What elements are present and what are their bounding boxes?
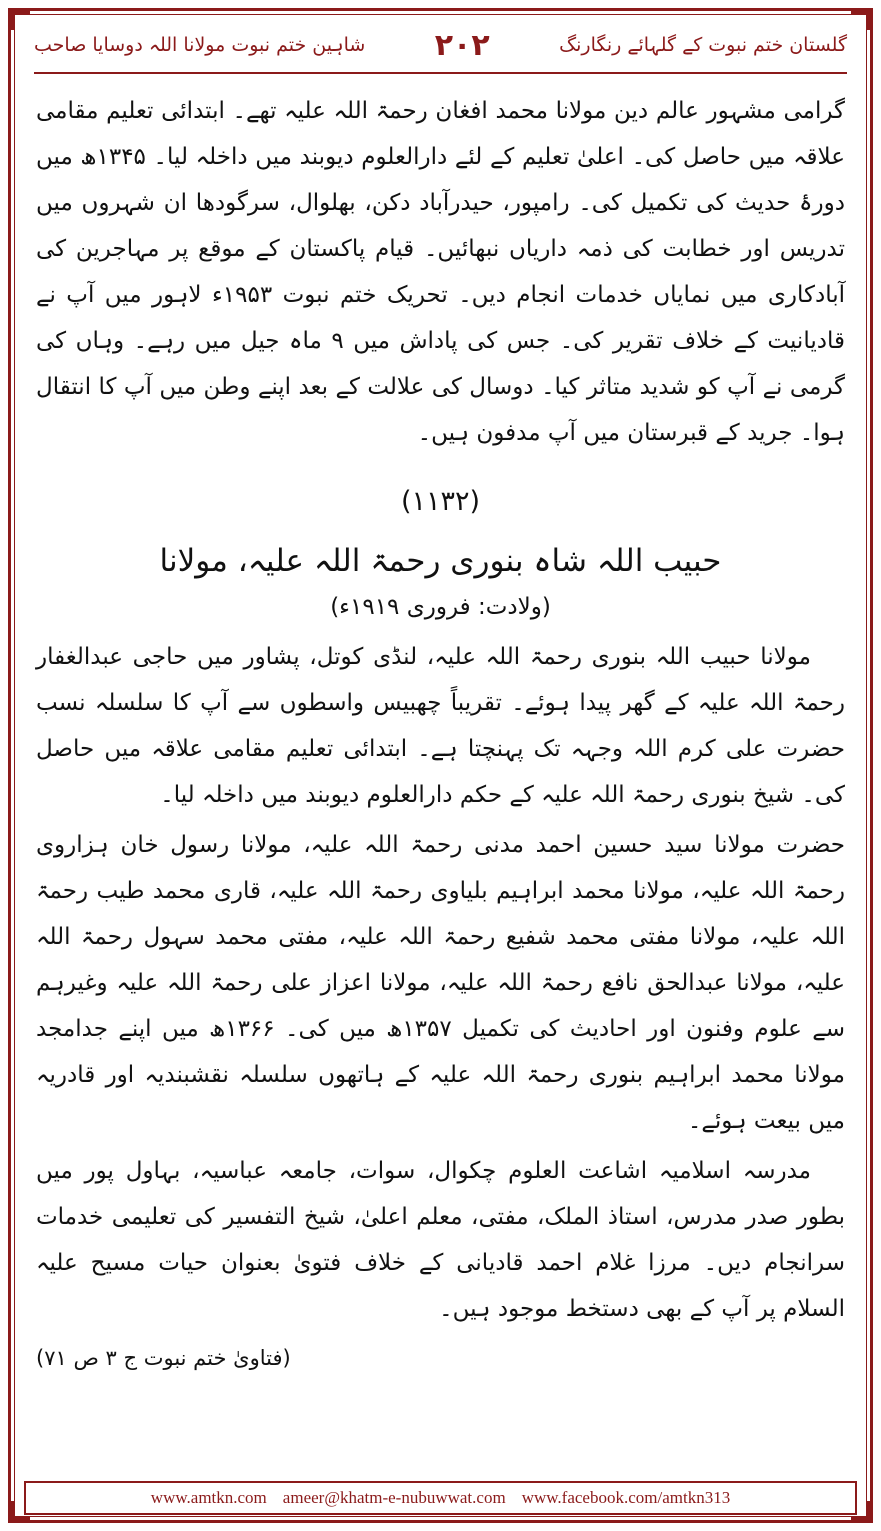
entry-paragraph-1: مولانا حبیب اللہ بنوری رحمۃ اللہ علیہ، لنڈی کوتل، پشاور میں حاجی عبدالغفار رحمۃ اللہ علیہ کے گھر پیدا ہوئے۔ تقریباً چھبیس واسطوں سے آپ کا سلسلہ نسب حضرت علی کرم اللہ وجہہ تک پہنچتا ہے۔ ابتدائی تعلیم مقامی علاقہ میں حاصل کی۔ شیخ بنوری رحمۃ اللہ علیہ کے حکم دارالعلوم دیوبند میں داخلہ لیا۔: [36, 643, 845, 808]
entry-paragraph-2: حضرت مولانا سید حسین احمد مدنی رحمۃ اللہ علیہ، مولانا رسول خان ہزاروی رحمۃ اللہ علیہ، مولانا محمد ابراہیم بلیاوی رحمۃ اللہ علیہ، قاری محمد طیب رحمۃ اللہ علیہ، مولانا مفتی محمد شفیع رحمۃ اللہ علیہ، مفتی محمد سہول رحمۃ اللہ علیہ، مولانا عبدالحق نافع رحمۃ اللہ علیہ، مولانا اعزاز علی رحمۃ اللہ علیہ وغیرہم سے علوم وفنون اور احادیث کی تکمیل ۱۳۵۷ھ میں کی۔ ۱۳۶۶ھ میں اپنے جدامجد مولانا محمد ابراہیم بنوری رحمۃ اللہ علیہ کے ہاتھوں سلسلہ نقشبندیہ اور قادریہ میں بیعت ہوئے۔: [36, 831, 846, 1134]
entry-paragraph-3: مدرسہ اسلامیہ اشاعت العلوم چکوال، سوات، جامعہ عباسیہ، بہاول پور میں بطور صدر مدرس، استاذ الملک، مفتی، معلم اعلیٰ، شیخ التفسیر کی تعلیمی خدمات سرانجام دیں۔ مرزا غلام احمد قادیانی کے خلاف فتویٰ بعنوان حیات مسیح علیہ السلام پر آپ کے بھی دستخط موجود ہیں۔: [36, 1157, 845, 1322]
footer-website-link[interactable]: www.amtkn.com: [150, 1488, 267, 1507]
page-content: [24, 22, 857, 1509]
header-book-title: گلستان ختم نبوت کے گلہائے رنگارنگ: [559, 33, 847, 56]
entry-reference: (فتاویٰ ختم نبوت ج ۳ ص ۷۱): [36, 1345, 291, 1370]
footer-facebook-link[interactable]: www.facebook.com/amtkn313: [521, 1488, 731, 1507]
page-header: [24, 22, 857, 68]
entry-number: (۱۱۳۲): [400, 486, 481, 517]
page-footer: [24, 1481, 857, 1515]
header-author-title: شاہین ختم نبوت مولانا اللہ دوسایا صاحب: [34, 33, 366, 56]
entry-title: حبیب اللہ شاہ بنوری رحمۃ اللہ علیہ، مولانا: [159, 543, 722, 579]
page-body: [24, 74, 857, 1370]
page-number: ۲۰۲: [434, 27, 490, 63]
footer-email-link[interactable]: ameer@khatm-e-nubuwwat.com: [282, 1488, 506, 1507]
entry-birth-line: (ولادت: فروری ۱۹۱۹ء): [330, 593, 551, 620]
previous-entry-paragraph: گرامی مشہور عالم دین مولانا محمد افغان رحمۃ اللہ علیہ تھے۔ ابتدائی تعلیم مقامی علاقہ میں حاصل کی۔ اعلیٰ تعلیم کے لئے دارالعلوم دیوبند میں داخلہ لیا۔ ۱۳۴۵ھ میں دورۂ حدیث کی تکمیل کی۔ رامپور، حیدرآباد دکن، بھلوال، سرگودھا ان شہروں میں تدریس اور خطابت کی ذمہ داریاں نبھائیں۔ قیام پاکستان کے موقع پر مہاجرین کی آبادکاری میں نمایاں خدمات انجام دیں۔ تحریک ختم نبوت ۱۹۵۳ء لاہور میں آپ نے قادیانیت کے خلاف تقریر کی۔ جس کی پاداش میں ۹ ماہ جیل میں رہے۔ وہاں کی گرمی نے آپ کو شدید متاثر کیا۔ دوسال کی علالت کے بعد اپنے وطن میں آپ کا انتقال ہوا۔ جرید کے قبرستان میں آپ مدفون ہیں۔: [36, 98, 845, 446]
